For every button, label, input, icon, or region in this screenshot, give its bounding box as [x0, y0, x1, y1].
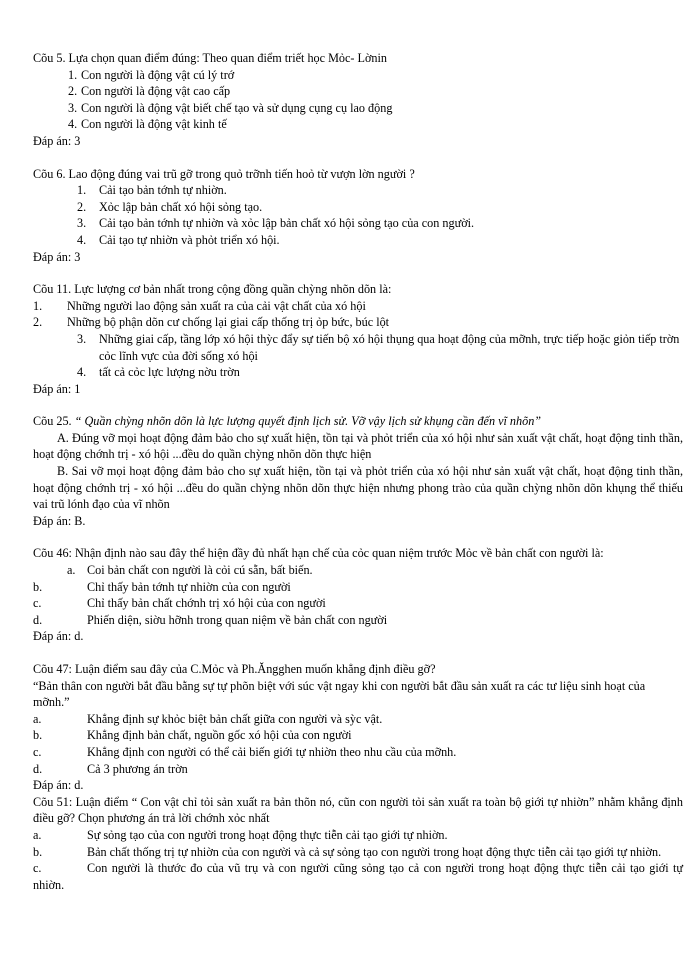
question-stem: Cõu 6. Lao động đúng vai trũ gỡ trong quỏ trỡnh tiến hoỏ từ vượn lờn người ?	[33, 166, 415, 181]
answer-line: Đáp án: d.	[33, 778, 84, 793]
option-item: b. Bản chất thống trị tự nhiờn của con người và cả sự sỏng tạo con người trong hoạt động thực tiễn cải tạo giới tự nhiờn.	[33, 844, 662, 859]
question-46	[33, 545, 683, 645]
option-item: 2. Xỏc lập bản chất xó hội sỏng tạo.	[77, 199, 263, 214]
question-stem: Cõu 5. Lựa chọn quan điểm đúng: Theo quan điểm triết học Mỏc- Lờnin	[33, 51, 388, 65]
option-item: c. Con người là thước đo của vũ trụ và con người cũng sỏng tạo cả con người trong hoạt động thực tiễn cải tạo giới tự nhiờn.	[33, 861, 683, 892]
document-page	[33, 50, 683, 893]
answer-line: Đáp án: 3	[33, 249, 81, 264]
question-stem: Cõu 46: Nhận định nào sau đây thể hiện đầy đủ nhất hạn chế của cỏc quan niệm trước Mỏc về bản chất con người là:	[33, 546, 604, 561]
option-item: 4. Cải tạo tự nhiờn và phỏt triển xó hội.	[77, 232, 280, 247]
question-stem: Cõu 51: Luận điểm “ Con vật chỉ tỏi sản xuất ra bản thõn nó, cũn con người tỏi sản xuất ra toàn bộ giới tự nhiờn” nhằm khẳng định điều gỡ? Chọn phương án trả lời chớnh xỏc nhất	[33, 794, 683, 826]
option-item: a. Coi bản chất con người là cỏi cú sẵn, bất biến.	[67, 563, 313, 578]
option-item: a. Khẳng định sự khỏc biệt bản chất giữa con người và sỳc vật.	[33, 711, 383, 726]
option-item: d. Cả 3 phương án trờn	[33, 761, 188, 776]
question-stem: Cõu 47: Luận điểm sau đây của C.Mỏc và Ph.Ăngghen muốn khẳng định điều gỡ?	[33, 662, 436, 676]
quote-text: “Bản thân con người bắt đầu bằng sự tự phõn biệt với súc vật ngay khi con người bắt đầu sản xuất ra các tư liệu sinh hoạt của mỡnh.”	[33, 678, 646, 710]
option-item: 4. tất cả cỏc lực lượng nờu trờn	[77, 365, 240, 380]
option-item: 2. Con người là động vật cao cấp	[68, 84, 231, 99]
question-11	[33, 281, 683, 397]
question-47	[33, 661, 683, 794]
option-item: 1. Những người lao động sản xuất ra của cải vật chất của xó hội	[33, 298, 366, 313]
option-item: 3. Con người là động vật biết chế tạo và sử dụng cụng cụ lao động	[68, 100, 393, 115]
question-25	[33, 413, 683, 529]
question-stem: Cõu 25. “ Quần chỳng nhõn dõn là lực lượng quyết định lịch sử. Vỡ vậy lịch sử khụng cần đến vĩ nhõn”	[33, 414, 542, 429]
option-b: B. Sai vỡ mọi hoạt động đảm bảo cho sự xuất hiện, tồn tại và phỏt triển của xó hội như sản xuất vật chất, hoạt động tinh thần, hoạt động chớnh trị - xó hội ...đều do quần chỳng nhõn dõn thực hiện nhưng phong trào của quần chỳng nhõn dõn khụng thể thiếu vai trũ lónh đạo của vĩ nhõn	[33, 464, 683, 512]
option-item: b. Khẳng định bản chất, nguồn gốc xó hội của con người	[33, 728, 352, 743]
question-5	[33, 50, 683, 150]
option-item: 3. Những giai cấp, tầng lớp xó hội thỳc đẩy sự tiến bộ xó hội thụng qua hoạt động của mỡnh, trực tiếp hoặc giỏn tiếp trờn cỏc lĩnh vực của đời sống xó hội	[77, 331, 680, 363]
option-item: 3. Cải tạo bản tớnh tự nhiờn và xỏc lập bản chất xó hội sỏng tạo của con người.	[77, 216, 475, 231]
option-item: 1. Cải tạo bản tớnh tự nhiờn.	[77, 183, 227, 198]
question-51	[33, 794, 683, 894]
option-item: a. Sự sỏng tạo của con người trong hoạt động thực tiễn cải tạo giới tự nhiờn.	[33, 827, 448, 842]
option-item: 2. Những bộ phận dõn cư chống lại giai cấp thống trị ỏp bức, búc lột	[33, 315, 390, 330]
question-6	[33, 166, 683, 266]
quote-text: “ Quần chỳng nhõn dõn là lực lượng quyết định lịch sử. Vỡ vậy lịch sử khụng cần đến vĩ nhõn”	[74, 414, 542, 429]
option-item: d. Phiến diện, siờu hỡnh trong quan niệm về bản chất con người	[33, 612, 388, 627]
option-item: b. Chỉ thấy bản tớnh tự nhiờn của con người	[33, 579, 291, 594]
option-item: c. Chỉ thấy bản chất chớnh trị xó hội của con người	[33, 596, 326, 611]
answer-line: Đáp án: 1	[33, 381, 81, 396]
option-item: 4. Con người là động vật kinh tế	[68, 117, 227, 132]
answer-line: Đáp án: B.	[33, 513, 86, 528]
question-stem: Cõu 11. Lực lượng cơ bản nhất trong cộng đồng quần chỳng nhõn dõn là:	[33, 282, 392, 297]
answer-line: Đáp án: 3	[33, 133, 81, 148]
answer-line: Đáp án: d.	[33, 629, 84, 644]
option-item: 1. Con người là động vật cú lý trớ	[68, 67, 235, 82]
option-a: A. Đúng vỡ mọi hoạt động đảm bảo cho sự xuất hiện, tồn tại và phỏt triển của xó hội như sản xuất vật chất, hoạt động tinh thần, hoạt động chớnh trị - xó hội ...đều do quần chỳng nhõn dõn thực hiện	[33, 430, 683, 462]
option-item: c. Khẳng định con người có thể cải biến giới tự nhiờn theo nhu cầu của mỡnh.	[33, 744, 457, 759]
